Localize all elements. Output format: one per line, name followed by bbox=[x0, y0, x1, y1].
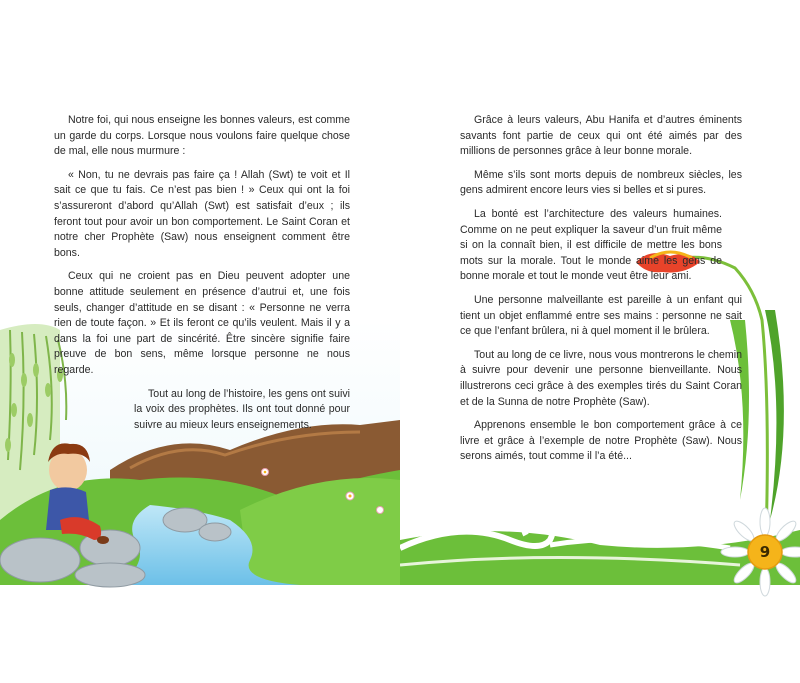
right-page-text bbox=[460, 113, 742, 473]
paragraph: Tout au long de ce livre, nous vous montrerons le chemin à suivre pour devenir une personne bienveillante. Nous illustrerons ceci grâce à des exemples tirés du Saint Coran et de la Sunna de notre Prophète (Saw). bbox=[460, 348, 742, 408]
paragraph: La bonté est l’architecture des valeurs humaines. Comme on ne peut expliquer la saveur d’un fruit même si on la connaît bien, il est difficile de mettre les bons mots sur la morale. Tout le monde aime les gens de bonne morale et tout le monde veut être leur ami. bbox=[460, 207, 722, 283]
paragraph: Notre foi, qui nous enseigne les bonnes valeurs, est comme un garde du corps. Lorsque nous voulons faire quelque chose de mal, elle nous murmure : bbox=[54, 114, 350, 158]
paragraph: Même s’ils sont morts depuis de nombreux siècles, les gens admirent encore leurs vies si belles et si pures. bbox=[460, 168, 742, 197]
paragraph: Tout au long de l’histoire, les gens ont suivi la voix des prophètes. Ils ont tout donné pour suivre au mieux leurs enseignements. bbox=[134, 387, 350, 431]
paragraph: Une personne malveillante est pareille à un enfant qui tient un objet enflammé entre ses mains : personne ne sait ce que l’enfant brûlera, ni à quel moment il le brûlera. bbox=[460, 293, 742, 338]
paragraph: Apprenons ensemble le bon comportement grâce à ce livre et grâce à l’exemple de notre Prophète (Saw). Nous serons aimés, tout comme il l’a été... bbox=[460, 419, 742, 463]
paragraph: « Non, tu ne devrais pas faire ça ! Allah (Swt) te voit et Il sait ce que tu fais. Ce n’est pas bien ! » Ceux qui ont la foi s’assureront d’abord qu’Allah (Swt) est satisfait d’eux ; ils feront tout pour avoir un bon comportement. Le Saint Coran et notre cher Prophète (Saw) nous enseignent comment être bons. bbox=[54, 168, 350, 259]
right-page bbox=[400, 0, 800, 683]
paragraph: Grâce à leurs valeurs, Abu Hanifa et d’autres éminents savants font partie de ceux qui ont été aimés par des millions de personnes grâce à leur bonne morale. bbox=[460, 114, 742, 158]
left-page-text bbox=[54, 113, 350, 441]
page-number: 9 bbox=[759, 543, 771, 561]
paragraph: Ceux qui ne croient pas en Dieu peuvent adopter une bonne attitude seulement en présence d’autrui et, une fois seuls, changer d’attitude en se disant : « Personne ne verra rien de toute façon. » Et ils feront ce qu’ils veulent. Mais il y a dans la foi une part de sincérité. Être sincère signifie faire preuve de bon sens, même lorsque personne ne nous regarde. bbox=[54, 270, 350, 376]
